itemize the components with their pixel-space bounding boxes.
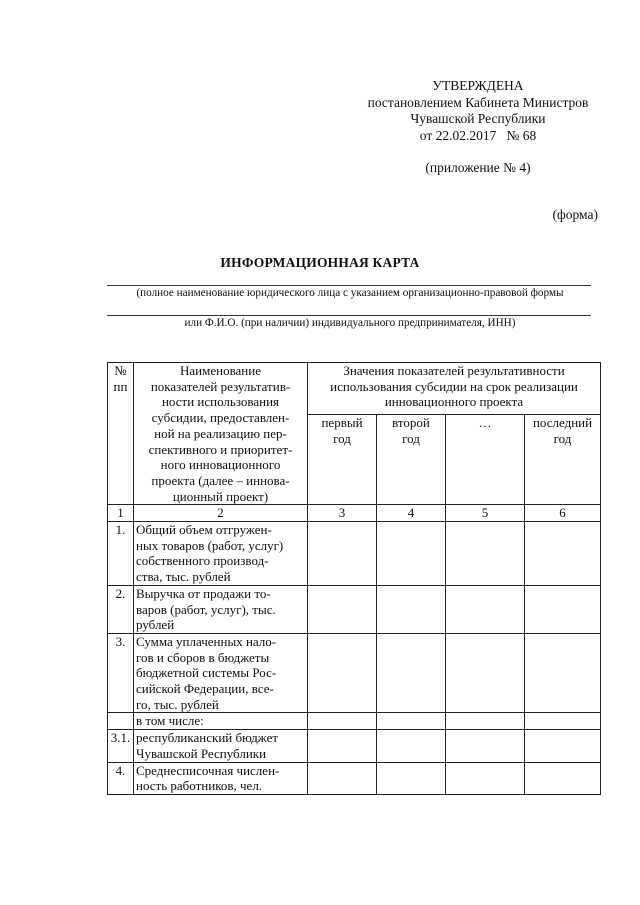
value-cell-first-year[interactable] xyxy=(308,730,377,762)
value-cell-intermediate[interactable] xyxy=(446,522,525,586)
indicator-line: ность работников, чел. xyxy=(136,778,263,794)
column-number: 3 xyxy=(308,505,377,522)
entity-id-hint: или Ф.И.О. (при наличии) индивидуального предпринимателя, ИНН) xyxy=(184,317,516,329)
row-number: 1. xyxy=(108,522,134,586)
header-values-line: использования субсидии на срок реализации xyxy=(330,378,578,394)
column-number: 2 xyxy=(134,505,308,522)
value-cell-intermediate[interactable] xyxy=(446,713,525,730)
value-cell-second-year[interactable] xyxy=(377,762,446,794)
header-name-line: ности использования xyxy=(161,394,280,410)
header-name-line: ного инновационного xyxy=(160,457,281,473)
entity-name-hint: (полное наименование юридического лица с указанием организационно-правовой формы xyxy=(136,287,564,299)
row-indicator-name xyxy=(134,730,308,762)
appendix-label: (приложение № 4) xyxy=(425,160,531,175)
value-cell-last-year[interactable] xyxy=(525,762,601,794)
indicator-line: собственного производ- xyxy=(136,553,269,569)
header-values-group-cell xyxy=(308,363,601,415)
value-cell-last-year[interactable] xyxy=(525,633,601,713)
column-number: 6 xyxy=(525,505,601,522)
header-name-line: Наименование xyxy=(180,363,261,378)
header-name-line: показателей результатив- xyxy=(150,378,291,394)
value-cell-intermediate[interactable] xyxy=(446,730,525,762)
value-cell-first-year[interactable] xyxy=(308,762,377,794)
indicator-line: бюджетной системы Рос- xyxy=(136,665,277,681)
indicator-line: ства, тыс. рублей xyxy=(136,569,231,585)
header-number-cell xyxy=(108,363,134,505)
value-cell-intermediate[interactable] xyxy=(446,585,525,633)
indicator-line: ных товаров (работ, услуг) xyxy=(136,537,284,553)
approval-heading: УТВЕРЖДЕНА xyxy=(432,78,524,93)
value-cell-first-year[interactable] xyxy=(308,522,377,586)
row-indicator-name xyxy=(134,633,308,713)
header-row-group xyxy=(108,363,601,415)
entity-name-fill-line xyxy=(107,285,591,286)
indicator-line: Чувашской Республики xyxy=(136,745,267,761)
indicator-line: рублей xyxy=(136,617,175,633)
row-indicator-name xyxy=(134,713,308,730)
column-number: 4 xyxy=(377,505,446,522)
indicator-line: республиканский бюджет xyxy=(136,730,279,746)
header-name-line: спективного и приоритет- xyxy=(148,441,293,457)
value-cell-first-year[interactable] xyxy=(308,633,377,713)
header-indicator-name-cell xyxy=(134,363,308,505)
header-year-line: первый xyxy=(321,415,363,431)
header-year-line: второй xyxy=(392,415,430,431)
approval-republic: Чувашской Республики xyxy=(410,111,546,126)
header-name-line: проекта (далее – иннова- xyxy=(151,472,290,488)
table-row xyxy=(108,522,601,586)
header-name-line: ционный проект) xyxy=(172,488,269,504)
entity-id-fill-line xyxy=(107,315,591,316)
header-year-first xyxy=(308,415,377,505)
indicator-line: Выручка от продажи то- xyxy=(136,585,271,601)
row-indicator-name xyxy=(134,585,308,633)
header-year-line: год xyxy=(553,431,572,447)
column-number: 5 xyxy=(446,505,525,522)
table-row xyxy=(108,585,601,633)
header-year-second xyxy=(377,415,446,505)
value-cell-intermediate[interactable] xyxy=(446,762,525,794)
table-row xyxy=(108,633,601,713)
approval-block xyxy=(350,78,606,144)
indicator-line: гов и сборов в бюджеты xyxy=(136,649,270,665)
indicator-line: го, тыс. рублей xyxy=(136,696,219,712)
approval-date-number: от 22.02.2017 № 68 xyxy=(419,127,537,143)
row-number: 2. xyxy=(108,585,134,633)
value-cell-second-year[interactable] xyxy=(377,633,446,713)
header-name-line: субсидии, предоставлен- xyxy=(151,410,290,426)
value-cell-last-year[interactable] xyxy=(525,585,601,633)
header-year-ellipsis xyxy=(446,415,525,505)
column-number-row xyxy=(108,505,601,522)
indicator-line: в том числе: xyxy=(136,713,204,729)
row-number xyxy=(108,713,134,730)
header-year-last xyxy=(525,415,601,505)
value-cell-second-year[interactable] xyxy=(377,585,446,633)
value-cell-last-year[interactable] xyxy=(525,730,601,762)
value-cell-first-year[interactable] xyxy=(308,713,377,730)
header-year-line: последний xyxy=(532,415,593,431)
row-number: 3. xyxy=(108,633,134,713)
header-number-line: № xyxy=(114,363,127,378)
value-cell-last-year[interactable] xyxy=(525,713,601,730)
row-number: 4. xyxy=(108,762,134,794)
column-number: 1 xyxy=(108,505,134,522)
header-year-line: год xyxy=(402,431,420,447)
indicators-table xyxy=(107,362,601,795)
indicator-line: Среднесписочная числен- xyxy=(136,762,280,778)
indicator-line: сийской Федерации, все- xyxy=(136,681,274,697)
header-values-line: инновационного проекта xyxy=(384,394,524,410)
value-cell-second-year[interactable] xyxy=(377,713,446,730)
value-cell-intermediate[interactable] xyxy=(446,633,525,713)
value-cell-last-year[interactable] xyxy=(525,522,601,586)
header-year-line: … xyxy=(478,415,492,431)
row-indicator-name xyxy=(134,762,308,794)
indicator-line: Сумма уплаченных нало- xyxy=(136,633,277,649)
table-row xyxy=(108,730,601,762)
indicator-line: варов (работ, услуг), тыс. xyxy=(136,601,276,617)
approval-decree: постановлением Кабинета Министров xyxy=(367,94,589,110)
header-number-line: пп xyxy=(113,378,128,394)
form-label: (форма) xyxy=(552,207,598,222)
value-cell-first-year[interactable] xyxy=(308,585,377,633)
value-cell-second-year[interactable] xyxy=(377,730,446,762)
page-title: ИНФОРМАЦИОННАЯ КАРТА xyxy=(220,255,420,270)
row-number: 3.1. xyxy=(108,730,134,762)
row-indicator-name xyxy=(134,522,308,586)
table-row xyxy=(108,713,601,730)
header-values-line: Значения показателей результативности xyxy=(343,363,565,378)
table-row xyxy=(108,762,601,794)
value-cell-second-year[interactable] xyxy=(377,522,446,586)
indicator-line: Общий объем отгружен- xyxy=(136,522,272,538)
header-year-line: год xyxy=(333,431,351,447)
header-name-line: ной на реализацию пер- xyxy=(154,425,287,441)
